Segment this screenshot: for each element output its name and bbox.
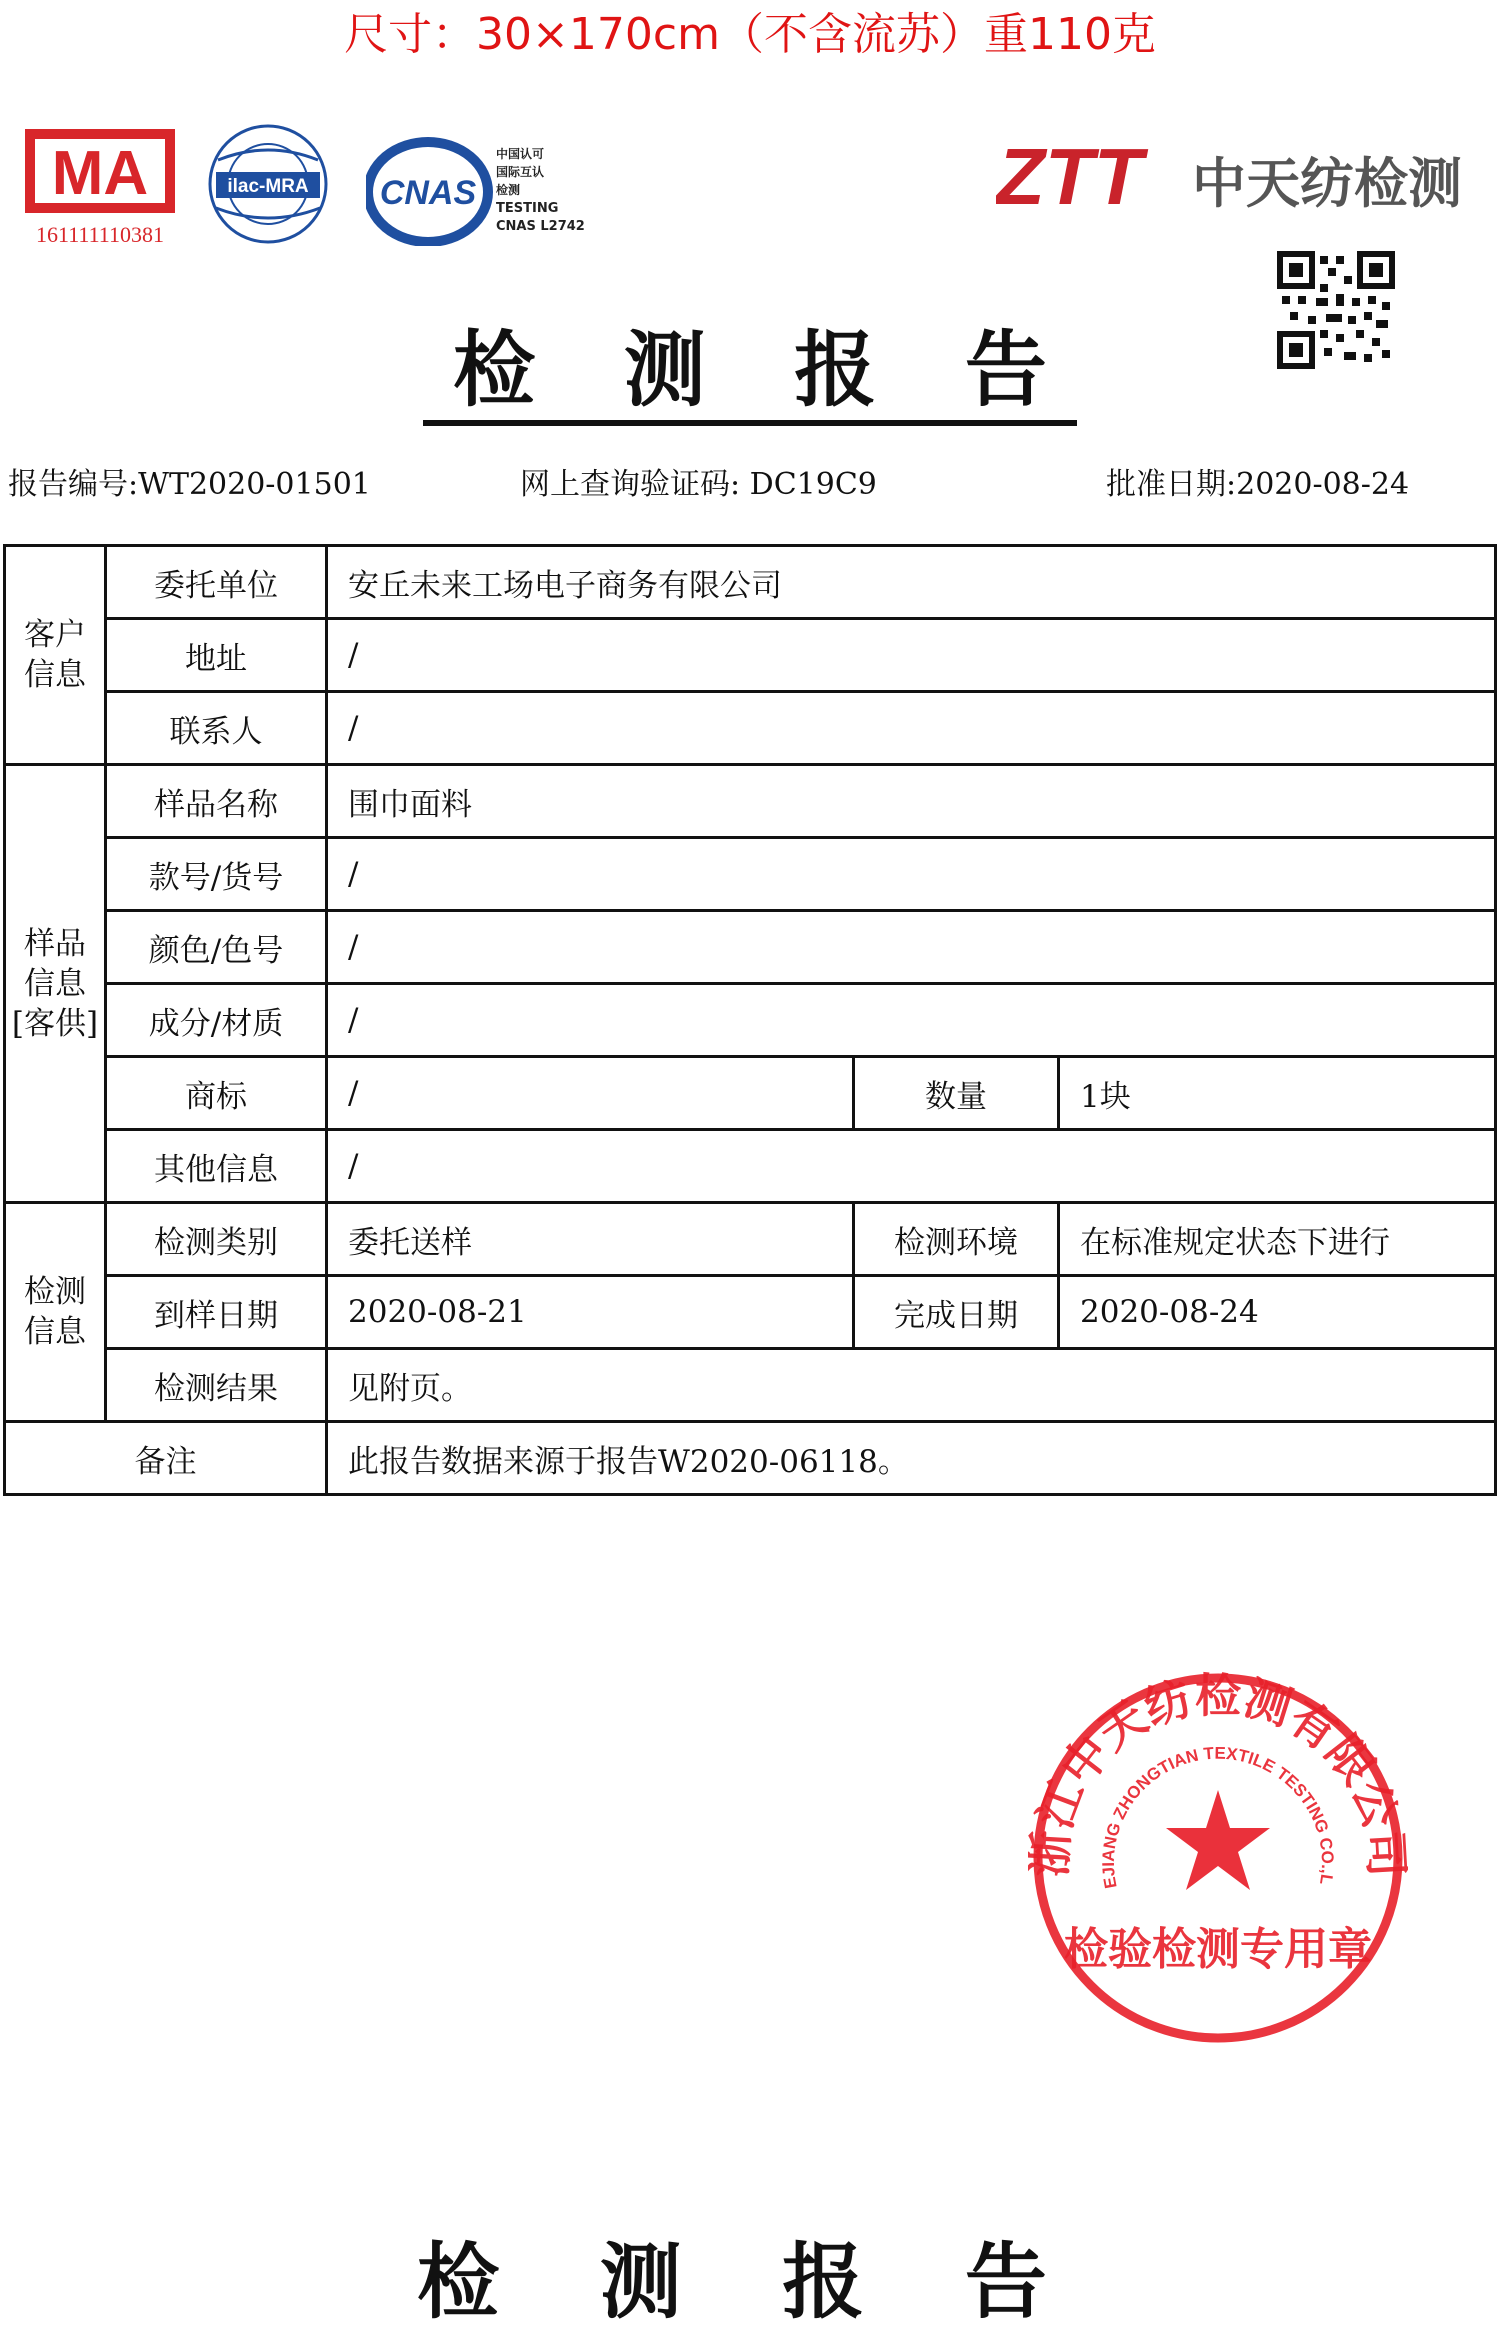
svg-text:CNAS L2742: CNAS L2742 (496, 219, 585, 234)
svg-text:ilac-MRA: ilac-MRA (227, 176, 309, 197)
sample-name-value: 围巾面料 (327, 765, 1496, 838)
sample-info-group: 样品 信息 [客供] (5, 765, 106, 1203)
svg-text:检验检测专用章: 检验检测专用章 (1064, 1924, 1372, 1975)
client-value: 安丘未来工场电子商务有限公司 (327, 546, 1496, 619)
approval-date: 批准日期:2020-08-24 (1106, 467, 1410, 502)
size-banner: 尺寸：30×170cm（不含流苏）重110克 (344, 9, 1156, 60)
verification-code: 网上查询验证码: DC19C9 (520, 467, 877, 502)
svg-text:浙江中天纺检测有限公司: 江中天纺检测有限公 (1028, 1668, 1408, 1836)
client-info-group: 客户 信息 (5, 546, 106, 765)
ztt-logo (996, 132, 1476, 222)
ilac-mra-logo (208, 120, 328, 250)
svg-text:中国认可: 中国认可 (496, 147, 545, 161)
test-info-group: 检测 信息 (5, 1203, 106, 1422)
report-info-table (3, 544, 1497, 1496)
other-info-value: / (327, 1130, 1496, 1203)
composition-label: 成分/材质 (106, 984, 327, 1057)
sample-name-label: 样品名称 (106, 765, 327, 838)
test-result-label: 检测结果 (106, 1349, 327, 1422)
test-env-value: 在标准规定状态下进行 (1059, 1203, 1496, 1276)
test-type-label: 检测类别 (106, 1203, 327, 1276)
seal-star-icon (1166, 1790, 1270, 1890)
composition-value: / (327, 984, 1496, 1057)
svg-text:检测: 检测 (496, 183, 521, 197)
color-label: 颜色/色号 (106, 911, 327, 984)
cma-number: 161111110381 (36, 222, 164, 247)
brand-label: 商标 (106, 1057, 327, 1130)
remark-label: 备注 (5, 1422, 327, 1495)
brand-value: / (327, 1057, 854, 1130)
quantity-label: 数量 (854, 1057, 1059, 1130)
color-value: / (327, 911, 1496, 984)
client-label: 委托单位 (106, 546, 327, 619)
style-value: / (327, 838, 1496, 911)
test-env-label: 检测环境 (854, 1203, 1059, 1276)
test-result-value: 见附页。 (327, 1349, 1496, 1422)
contact-label: 联系人 (106, 692, 327, 765)
svg-text:CNAS: CNAS (379, 174, 477, 212)
finish-date-value: 2020-08-24 (1059, 1276, 1496, 1349)
address-label: 地址 (106, 619, 327, 692)
official-seal (1028, 1668, 1408, 2052)
remark-value: 此报告数据来源于报告W2020-06118。 (327, 1422, 1496, 1495)
cnas-logo (366, 136, 596, 246)
contact-value: / (327, 692, 1496, 765)
other-info-label: 其他信息 (106, 1130, 327, 1203)
cma-logo (20, 124, 180, 254)
arrival-date-label: 到样日期 (106, 1276, 327, 1349)
report-title: 检 测 报 告 (0, 320, 1500, 420)
svg-text:MA: MA (51, 139, 149, 208)
address-value: / (327, 619, 1496, 692)
svg-text:ZTT: ZTT (996, 132, 1143, 221)
style-label: 款号/货号 (106, 838, 327, 911)
svg-text:国际互认: 国际互认 (496, 165, 545, 179)
finish-date-label: 完成日期 (854, 1276, 1059, 1349)
quantity-value: 1块 (1059, 1057, 1496, 1130)
svg-text:ZHEJIANG ZHONGTIAN TEXTILE TES: EJIANG ZHONGTIAN TEXTILE TESTING CO.,L (1098, 1743, 1338, 1890)
test-type-value: 委托送样 (327, 1203, 854, 1276)
svg-text:中天纺检测: 中天纺检测 (1192, 152, 1462, 215)
arrival-date-value: 2020-08-21 (327, 1276, 854, 1349)
report-title-repeat: 检 测 报 告 (417, 2234, 1083, 2330)
svg-text:TESTING: TESTING (496, 201, 559, 216)
report-number: 报告编号:WT2020-01501 (8, 467, 371, 502)
